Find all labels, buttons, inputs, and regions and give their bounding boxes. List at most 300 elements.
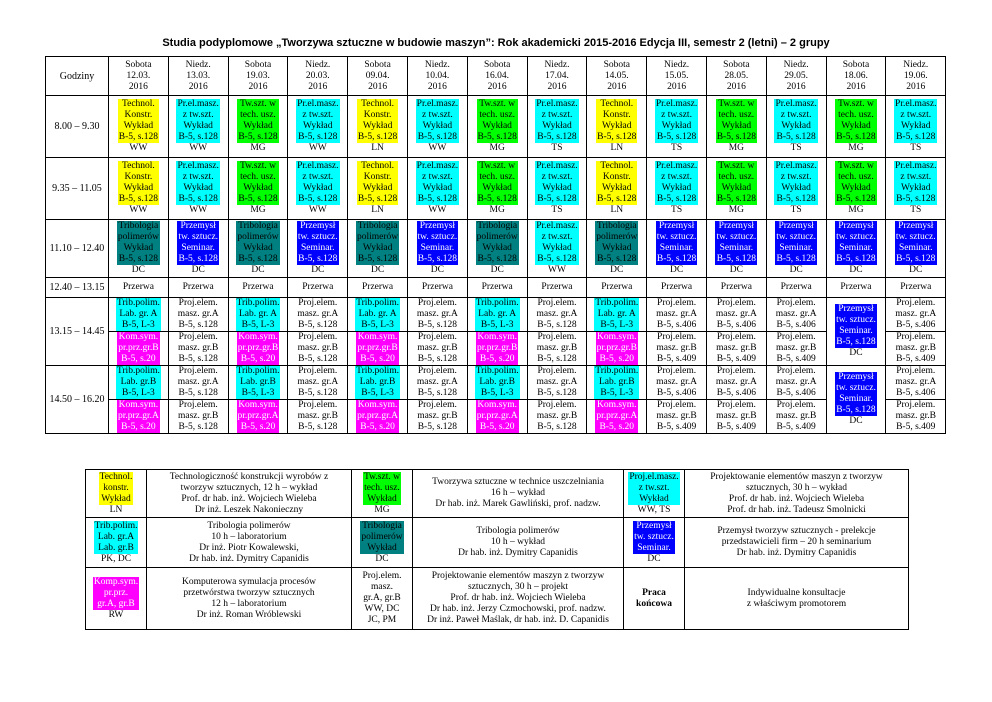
course-highlight (775, 298, 818, 331)
schedule-cell (407, 96, 467, 158)
course-line: tw. sztucz. (297, 232, 338, 242)
schedule-cell (168, 158, 228, 220)
day-header-day: Sobota (723, 59, 750, 70)
day-header-day: Sobota (244, 59, 272, 70)
legend-abbr (352, 568, 413, 630)
course-line: B-5, L-3 (241, 320, 275, 330)
schedule-cell (348, 366, 408, 400)
course-line: B-5, L-3 (361, 388, 394, 398)
course-line: Proj.elem. (537, 298, 577, 308)
legend-desc-line: 10 h – wykład (490, 537, 546, 547)
legend-desc-line: Prof. dr hab. inż. Wojciech Wieleba (728, 493, 865, 504)
course-line: Wykład (123, 183, 154, 193)
schedule-cell (109, 158, 169, 220)
course-highlight (715, 221, 757, 265)
cell-lines (408, 400, 467, 433)
instructor-code: LN (610, 143, 624, 153)
schedule-cell (288, 366, 348, 400)
legend-abbr-line: Lab. gr.B (98, 542, 134, 553)
day-header (587, 57, 647, 96)
course-line: B-5, s.128 (238, 254, 278, 264)
schedule-cell (467, 332, 527, 366)
legend-desc-line: Projektowanie elementów maszyn z tworzyw (710, 471, 883, 482)
course-line: masz. gr.B (775, 411, 817, 421)
course-line: tw. sztucz. (178, 232, 219, 242)
day-header-date: 20.03. (305, 70, 330, 81)
break-cell: Przerwa (467, 278, 527, 298)
schedule-cell (886, 158, 946, 220)
course-line: B-5, s.128 (118, 194, 159, 204)
course-line: Proj.elem. (298, 400, 338, 410)
legend-abbr-line: Proj.elem. (362, 571, 402, 581)
course-highlight (774, 161, 817, 205)
legend-abbr-lines (352, 472, 412, 516)
course-highlight (417, 221, 459, 265)
course-line: polimerów (237, 232, 279, 242)
course-line: z tw.szt. (541, 232, 573, 242)
legend-desc-line: 10 h – laboratorium (211, 531, 287, 542)
schedule-cell (168, 96, 228, 158)
legend-desc-line: Dr hab. inż. Jerzy Czmochowski, prof. nadzw. (430, 604, 606, 614)
schedule-cell (826, 158, 886, 220)
legend-highlight (99, 472, 134, 505)
page-title: Studia podyplomowe „Tworzywa sztuczne w budowie maszyn”: Rok akademicki 2015-2016 Edycja III, semestr 2 (letni) – 2 grupy (162, 37, 830, 49)
cell-lines (109, 99, 168, 154)
course-line: z tw.szt. (421, 110, 453, 120)
cell-lines (229, 400, 288, 433)
course-line: Proj.elem. (776, 400, 816, 410)
course-line: Trib.polim. (116, 298, 160, 308)
schedule-cell (348, 298, 408, 332)
legend-description (413, 568, 624, 630)
course-line: B-5, L-3 (241, 388, 275, 398)
legend-description (685, 568, 909, 630)
day-header-year: 2016 (607, 81, 627, 92)
course-highlight (835, 221, 877, 265)
schedule-cell (109, 96, 169, 158)
legend-highlight (633, 521, 675, 554)
course-highlight (655, 99, 698, 143)
cell-lines (707, 221, 766, 276)
course-line: z tw.szt. (541, 110, 573, 120)
cell-lines (827, 304, 886, 359)
course-highlight (297, 400, 339, 433)
cell-lines (109, 400, 168, 433)
course-highlight (535, 161, 578, 205)
course-highlight (595, 221, 638, 265)
day-header-date: 29.05. (784, 70, 809, 81)
cell-lines (886, 332, 945, 365)
course-highlight (237, 332, 279, 365)
course-line: Wykład (781, 183, 811, 193)
schedule-cell (407, 400, 467, 434)
schedule-cell (467, 158, 527, 220)
schedule-cell (587, 332, 647, 366)
course-highlight (656, 221, 698, 265)
break-cell: Przerwa (348, 278, 408, 298)
course-line: Proj.elem. (178, 400, 218, 410)
instructor-code: MG (250, 205, 266, 215)
cell-lines (348, 298, 407, 331)
course-line: Wykład (422, 183, 453, 193)
course-line: masz. gr.A (775, 309, 817, 319)
course-line: Proj.elem. (417, 298, 457, 308)
day-header-year: 2016 (726, 81, 746, 92)
legend-desc-line: tworzyw sztucznych, 12 h – wykład (180, 482, 318, 493)
schedule-cell (348, 158, 408, 220)
schedule-cell (348, 96, 408, 158)
cell-lines (528, 332, 587, 365)
course-line: Konstr. (602, 172, 631, 182)
cell-lines (647, 332, 706, 365)
cell-lines (647, 366, 706, 399)
break-cell: Przerwa (587, 278, 647, 298)
course-highlight (536, 298, 579, 331)
legend-desc-line: Projektowanie elementów maszyn z tworzyw (431, 571, 605, 581)
course-line: B-5, s.20 (360, 422, 395, 432)
schedule-cell (109, 366, 169, 400)
cell-lines (587, 366, 646, 399)
course-line: Przemysł (778, 221, 814, 231)
schedule-cell (527, 332, 587, 366)
course-line: Tribologia (357, 221, 398, 231)
cell-lines (169, 99, 228, 154)
course-highlight (895, 400, 937, 433)
schedule-cell (647, 332, 707, 366)
course-line: B-5, s.406 (716, 320, 757, 330)
legend-instructor: PK, DC (100, 553, 132, 564)
course-line: Proj.elem. (178, 366, 218, 376)
course-highlight (176, 99, 219, 143)
day-header (467, 57, 527, 96)
course-line: Trib.polim. (595, 366, 639, 376)
legend-abbr-line: polimerów (361, 531, 403, 542)
legend-desc-line: Tribologia polimerów (476, 526, 560, 536)
cell-lines (886, 298, 945, 331)
cell-lines (288, 366, 347, 399)
course-line: B-5, s.20 (240, 422, 276, 432)
course-line: Pr.el.masz. (775, 161, 817, 171)
schedule-cell (407, 332, 467, 366)
schedule-cell (826, 220, 886, 278)
course-line: Wykład (482, 243, 512, 253)
course-line: polimerów (596, 232, 638, 242)
course-highlight (236, 221, 279, 265)
day-header-date: 13.03. (186, 70, 211, 81)
cell-lines (528, 298, 587, 331)
schedule-cell (168, 400, 228, 434)
course-line: pr.prz.gr.A (476, 411, 518, 421)
cell-lines (408, 298, 467, 331)
course-line: Trib.polim. (475, 298, 519, 308)
course-line: B-5, s.128 (716, 132, 757, 142)
course-line: Tw.szt. w (240, 161, 276, 171)
course-highlight (177, 221, 219, 265)
legend-desc-line: Dr hab. inż. Marek Gawliński, prof. nadzw. (435, 499, 601, 509)
legend-highlight (635, 588, 673, 610)
cell-lines (468, 161, 527, 216)
cell-lines (767, 161, 826, 216)
course-highlight (237, 99, 278, 143)
cell-lines (169, 298, 228, 331)
legend-desc-line: Tworzywa sztuczne w technice uszczelniania (432, 477, 604, 487)
course-line: Technol. (600, 161, 634, 171)
course-line: Wykład (183, 121, 213, 131)
course-line: B-5, s.20 (240, 354, 276, 364)
cell-lines (229, 366, 288, 399)
course-highlight (356, 400, 399, 433)
cell-lines (288, 298, 347, 331)
cell-lines (468, 332, 527, 365)
course-line: Przemysł (838, 372, 874, 382)
course-highlight (296, 298, 339, 331)
course-line: Pr.el.masz. (655, 161, 698, 171)
day-header-day: Sobota (483, 59, 511, 70)
course-highlight (355, 298, 400, 331)
course-line: B-5, s.128 (597, 194, 637, 204)
schedule-cell (527, 298, 587, 332)
course-line: tw. sztucz. (656, 232, 697, 242)
course-line: B-5, s.128 (357, 132, 398, 142)
course-line: B-5, s.128 (537, 422, 577, 432)
instructor-code: TS (671, 143, 683, 153)
course-highlight (116, 366, 161, 399)
day-header-year: 2016 (427, 81, 447, 92)
cell-lines (827, 99, 886, 154)
legend-abbr (86, 470, 147, 518)
schedule-cell (826, 366, 886, 434)
course-line: B-5, s.128 (716, 194, 757, 204)
course-line: Wykład (602, 243, 632, 253)
schedule-cell (706, 366, 766, 400)
course-line: Lab. gr. A (358, 309, 397, 319)
course-highlight (716, 99, 757, 143)
course-line: B-5, s.128 (118, 254, 159, 264)
legend-desc-line: przetwórstwa tworzyw sztucznych (183, 587, 315, 598)
instructor-code: WW (129, 143, 148, 153)
instructor-code: LN (371, 205, 384, 215)
course-line: polimerów (117, 232, 159, 242)
course-line: tech. usz. (838, 110, 874, 120)
cell-lines (528, 221, 587, 276)
course-line: Kom.sym. (357, 332, 398, 342)
instructor-code: DC (430, 265, 444, 275)
instructor-code: DC (490, 265, 504, 275)
course-line: B-5, s.128 (597, 132, 637, 142)
day-header (527, 57, 587, 96)
legend-abbr-line: Komp.sym. (93, 576, 139, 587)
course-highlight (176, 161, 219, 205)
course-line: Proj.elem. (657, 298, 697, 308)
course-line: Proj.elem. (716, 298, 756, 308)
course-line: Proj.elem. (537, 400, 577, 410)
course-line: Proj.elem. (537, 332, 577, 342)
cell-lines (647, 298, 706, 331)
course-line: masz. gr.B (178, 411, 219, 421)
instructor-code: DC (251, 265, 265, 275)
course-line: B-5, s.128 (178, 254, 218, 264)
schedule-cell (467, 220, 527, 278)
course-line: tech. usz. (718, 110, 755, 120)
legend-abbr (86, 518, 147, 568)
schedule-cell (109, 332, 169, 366)
course-line: B-5, s.128 (896, 194, 936, 204)
legend-abbr-lines (352, 571, 412, 626)
course-line: B-5, s.409 (656, 354, 697, 364)
course-highlight (596, 99, 637, 143)
legend-instructor: JC, PM (367, 615, 397, 625)
course-line: masz. gr.A (656, 309, 698, 319)
day-header-year: 2016 (547, 81, 567, 92)
course-highlight (715, 298, 758, 331)
cell-lines (468, 298, 527, 331)
course-line: B-5, s.409 (776, 422, 816, 432)
course-line: masz. gr.A (177, 309, 219, 319)
course-line: masz. gr.B (417, 343, 458, 353)
course-line: B-5, s.128 (537, 254, 577, 264)
course-line: Technol. (600, 99, 634, 109)
course-line: tw. sztucz. (836, 232, 876, 242)
instructor-code: WW (548, 265, 566, 275)
course-line: Kom.sym. (596, 400, 637, 410)
course-line: pr.prz.gr.B (237, 343, 279, 353)
schedule-cell (587, 96, 647, 158)
instructor-code: MG (489, 205, 505, 215)
course-line: B-5, s.406 (896, 388, 936, 398)
legend-abbr-line: gr.A, gr.B (97, 598, 135, 609)
legend-description (147, 568, 352, 630)
course-highlight (476, 221, 519, 265)
instructor-code: MG (728, 205, 745, 215)
legend-abbr-line: tech. usz. (364, 482, 400, 493)
course-line: B-5, s.128 (896, 132, 936, 142)
instructor-code: DC (849, 348, 863, 358)
legend-row (86, 518, 909, 568)
course-line: B-5, s.128 (417, 320, 458, 330)
schedule-cell (348, 332, 408, 366)
course-line: Wykład (183, 183, 213, 193)
course-line: Wykład (602, 121, 632, 131)
course-line: masz. gr.B (297, 343, 338, 353)
course-highlight (416, 400, 458, 433)
afternoon-row (46, 366, 946, 400)
course-line: Wykład (841, 183, 871, 193)
course-highlight (894, 366, 937, 399)
course-line: Pr.el.masz. (895, 99, 937, 109)
course-line: Tw.szt. w (479, 99, 516, 109)
course-line: Kom.sym. (238, 332, 278, 342)
schedule-cell (228, 400, 288, 434)
schedule-cell (228, 96, 288, 158)
course-line: pr.prz.gr.B (118, 343, 159, 353)
instructor-code: MG (848, 143, 864, 153)
course-line: Proj.elem. (298, 366, 338, 376)
day-header-day: Niedz. (185, 59, 211, 70)
course-line: Wykład (303, 121, 333, 131)
schedule-cell (467, 400, 527, 434)
course-line: Tw.szt. w (718, 161, 755, 171)
course-line: Seminar. (839, 394, 873, 404)
course-line: Pr.el.masz. (775, 99, 817, 109)
course-line: B-5, s.128 (298, 388, 338, 398)
cell-lines (827, 161, 886, 216)
course-line: pr.prz.gr.A (237, 411, 279, 421)
course-line: B-5, L-3 (361, 320, 394, 330)
course-line: Tribologia (238, 221, 278, 231)
break-cell: Przerwa (527, 278, 587, 298)
course-line: Proj.elem. (896, 400, 936, 410)
afternoon-row (46, 298, 946, 332)
course-line: Seminar. (898, 243, 933, 253)
day-header-date: 18.06. (844, 70, 868, 81)
course-highlight (536, 366, 579, 399)
legend-abbr-line: masz. (371, 582, 393, 592)
cell-lines (886, 366, 945, 399)
course-line: Proj.elem. (896, 298, 936, 308)
cell-lines (229, 298, 288, 331)
course-line: Kom.sym. (596, 332, 637, 342)
course-line: Lab. gr.B (120, 377, 157, 387)
day-header (647, 57, 707, 96)
course-highlight (835, 161, 876, 205)
course-line: B-5, s.128 (836, 194, 876, 204)
day-header-year: 2016 (786, 81, 806, 92)
course-highlight (177, 332, 219, 365)
legend-abbr (86, 568, 147, 630)
cell-lines (587, 161, 646, 216)
course-line: Tw.szt. w (479, 161, 516, 171)
course-line: Proj.elem. (896, 332, 936, 342)
schedule-cell (706, 96, 766, 158)
course-highlight (655, 366, 698, 399)
course-line: B-5, s.128 (298, 194, 338, 204)
course-line: Wykład (542, 243, 572, 253)
legend-abbr-lines (624, 472, 684, 516)
day-header-year: 2016 (188, 81, 208, 92)
cell-lines (348, 332, 407, 365)
schedule-cell (467, 366, 527, 400)
day-header (288, 57, 348, 96)
course-line: masz. gr.B (895, 343, 936, 353)
instructor-code: TS (790, 205, 802, 215)
course-line: Wykład (900, 183, 931, 193)
legend-highlight (94, 521, 139, 554)
course-line: B-5, L-3 (122, 388, 155, 398)
cell-lines (767, 298, 826, 331)
cell-lines (169, 332, 228, 365)
legend-abbr-lines (624, 521, 684, 565)
course-line: tech. usz. (479, 110, 515, 120)
legend-instructor: DC (375, 553, 389, 564)
course-line: Pr.el.masz. (536, 221, 578, 231)
legend-abbr-line: Trib.polim. (94, 520, 138, 531)
course-line: B-5, s.406 (656, 388, 697, 398)
cell-lines (707, 366, 766, 399)
course-highlight (355, 366, 400, 399)
course-line: Tribologia (477, 221, 518, 231)
cell-lines (408, 366, 467, 399)
course-highlight (775, 332, 817, 365)
course-line: B-5, s.128 (477, 254, 517, 264)
legend-abbr-line: Wykład (367, 493, 397, 504)
course-line: masz. gr.B (716, 411, 757, 421)
day-header (766, 57, 826, 96)
course-line: masz. gr.A (297, 377, 339, 387)
day-header-day: Niedz. (664, 59, 690, 70)
day-header-year: 2016 (906, 81, 926, 92)
legend-desc-line: Dr hab. inż. Dymitry Capanidis (458, 548, 578, 558)
instructor-code: TS (671, 205, 683, 215)
